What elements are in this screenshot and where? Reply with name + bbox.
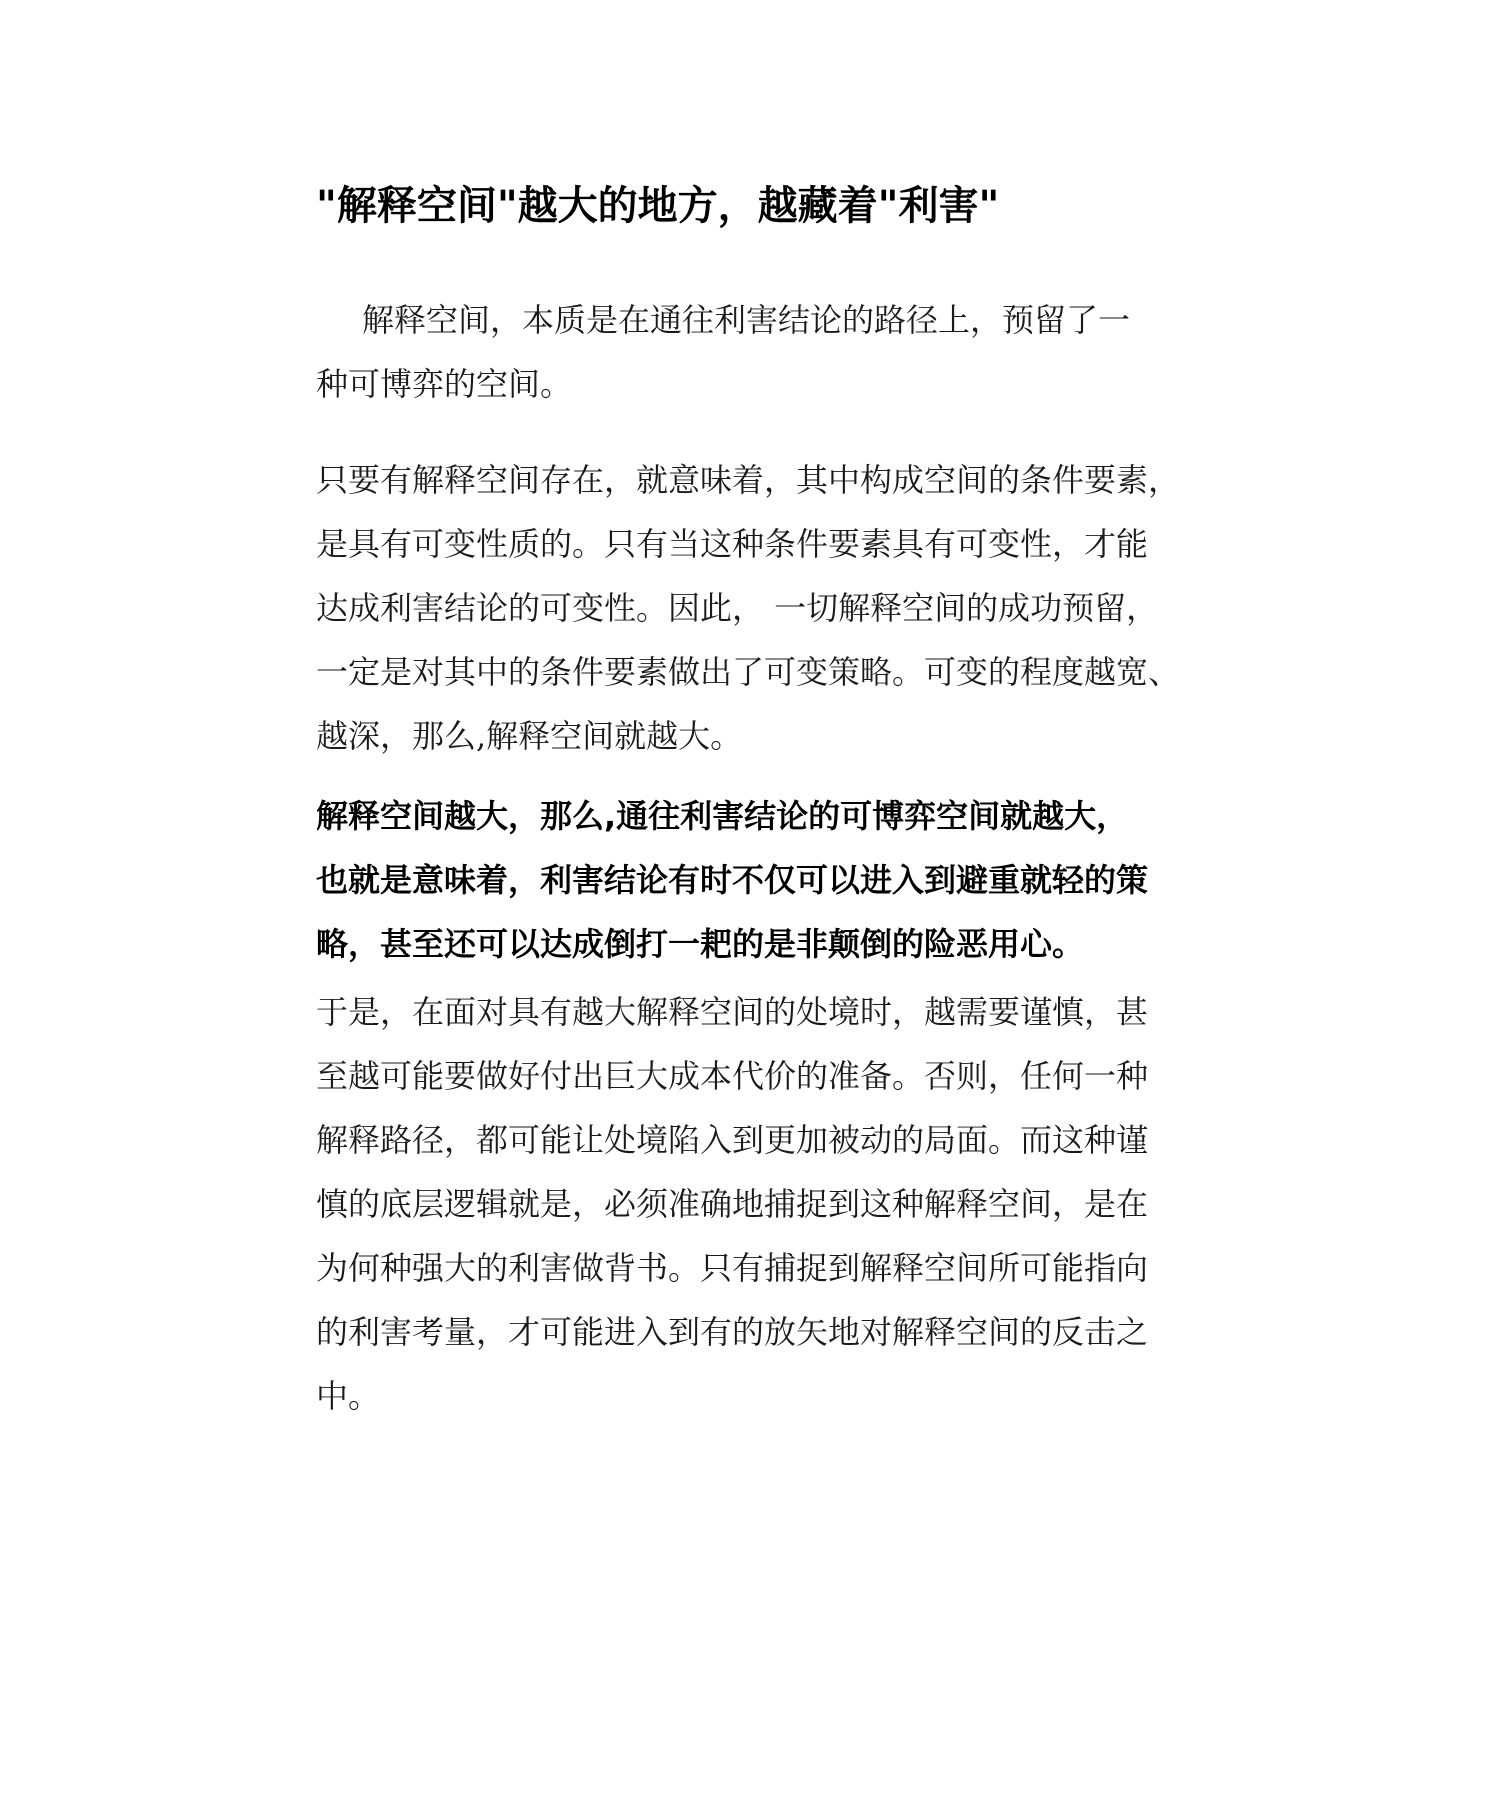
paragraph-line: 只要有解释空间存在，就意味着，其中构成空间的条件要素， xyxy=(316,461,1181,499)
paragraph-line: 为何种强大的利害做背书。只有捕捉到解释空间所可能指向 xyxy=(316,1249,1149,1287)
paragraph-line: 至越可能要做好付出巨大成本代价的准备。否则，任何一种 xyxy=(316,1057,1149,1095)
paragraph-line: 中。 xyxy=(316,1377,381,1415)
paragraph-line: 略，甚至还可以达成倒打一耙的是非颠倒的险恶用心。 xyxy=(316,925,1085,963)
paragraph-line: 越深，那么,解释空间就越大。 xyxy=(316,717,743,755)
paragraph-3-emphasis xyxy=(316,784,1216,976)
paragraph-line: 慎的底层逻辑就是，必须准确地捕捉到这种解释空间，是在 xyxy=(316,1185,1149,1223)
paragraph-line: 于是，在面对具有越大解释空间的处境时，越需要谨慎，甚 xyxy=(316,993,1149,1031)
paragraph-line: 达成利害结论的可变性。因此， 一切解释空间的成功预留， xyxy=(316,589,1159,627)
paragraph-1 xyxy=(316,288,1216,416)
paragraph-4 xyxy=(316,980,1216,1428)
paragraph-line: 的利害考量，才可能进入到有的放矢地对解释空间的反击之 xyxy=(316,1313,1149,1351)
paragraph-line: 是具有可变性质的。只有当这种条件要素具有可变性，才能 xyxy=(316,525,1149,563)
paragraph-2 xyxy=(316,448,1216,768)
paragraph-line: 也就是意味着，利害结论有时不仅可以进入到避重就轻的策 xyxy=(316,861,1149,899)
paragraph-line: 解释空间越大，那么,通往利害结论的可博弈空间就越大， xyxy=(316,797,1129,835)
paragraph-line: 解释路径，都可能让处境陷入到更加被动的局面。而这种谨 xyxy=(316,1121,1149,1159)
paragraph-line: 一定是对其中的条件要素做出了可变策略。可变的程度越宽、 xyxy=(316,653,1181,691)
paragraph-line: 解释空间，本质是在通往利害结论的路径上，预留了一 xyxy=(362,301,1131,339)
paragraph-line: 种可博弈的空间。 xyxy=(316,365,573,403)
document-title: "解释空间"越大的地方，越藏着"利害" xyxy=(316,183,1000,229)
